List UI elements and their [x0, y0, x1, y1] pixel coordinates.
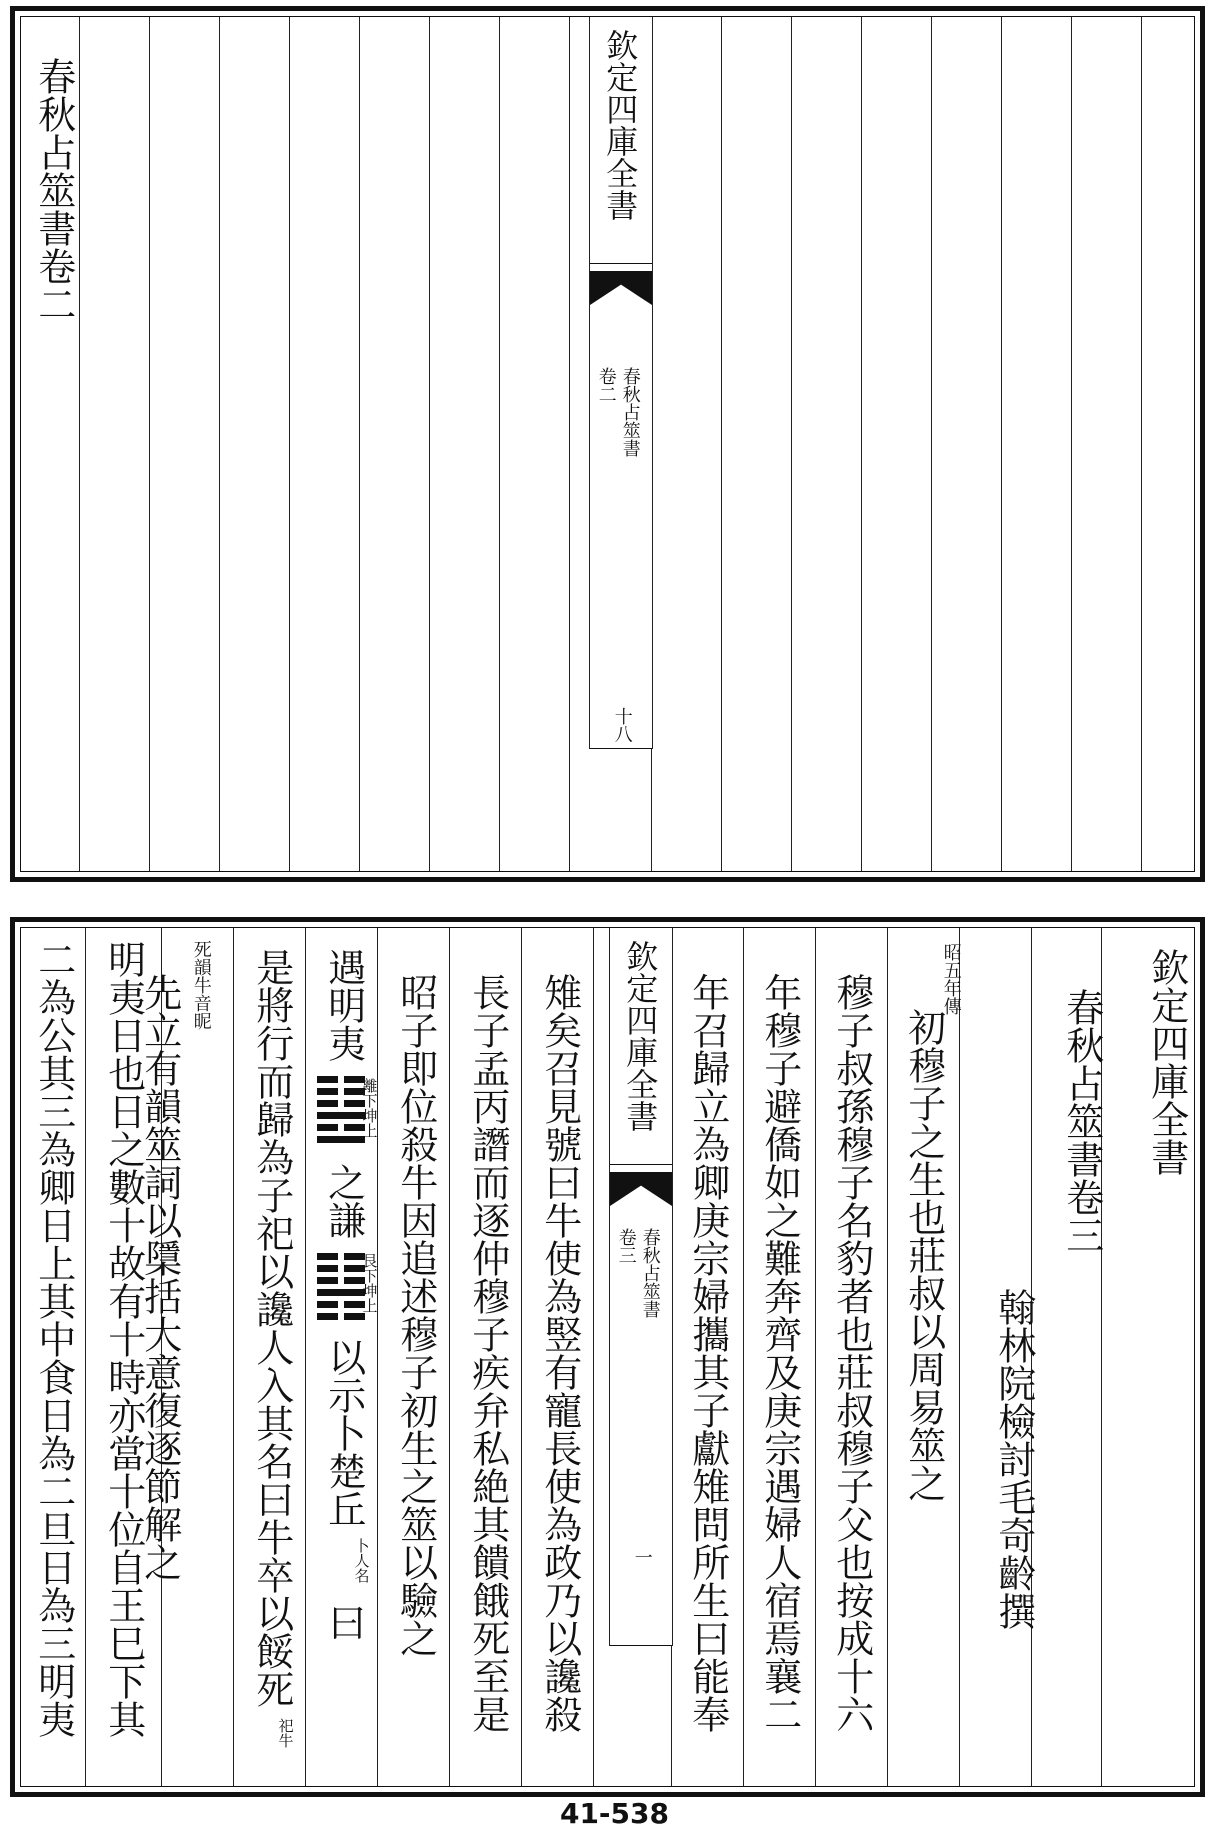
text-column: 長子孟丙譖而逐仲穆子疾弁私絶其饋餓死至是 [465, 973, 510, 1733]
inline-note: 祀牛 [276, 1718, 295, 1748]
text-column: 以示卜楚丘 [321, 1338, 366, 1528]
column-rule [569, 17, 570, 871]
column-rule [1141, 17, 1142, 871]
volume-title: 春秋占筮書卷三 [1059, 988, 1104, 1254]
column-rule [149, 17, 150, 871]
author-line: 翰林院檢討毛奇齡撰 [991, 1288, 1036, 1630]
collection-title: 欽定四庫全書 [601, 29, 640, 221]
top-page [10, 6, 1205, 882]
folio-number: 十八 [611, 707, 633, 743]
center-column [609, 928, 673, 1646]
collection-title: 欽定四庫全書 [621, 940, 660, 1132]
center-book-title: 春秋占筮書 [639, 1228, 661, 1318]
text-column: 明夷日也日之數十故有十時亦當十位自王巳下其 [101, 940, 146, 1738]
text-column: 初穆子之生也莊叔以周易筮之 [901, 1008, 946, 1502]
collection-title-main: 欽定四庫全書 [1144, 948, 1189, 1176]
center-book-title: 春秋占筮書 [619, 367, 641, 457]
center-volume: 卷二 [595, 367, 617, 403]
column-rule [1071, 17, 1072, 871]
bottom-page-frame [20, 927, 1195, 1787]
column-note: 死韻牛音昵 [190, 940, 212, 1030]
column-note: 昭五年傳 [940, 943, 962, 1015]
column-rule [359, 17, 360, 871]
text-column: 是將行而歸為子祀以讒人入其名曰牛卒以餒死 [249, 948, 294, 1708]
bottom-page [10, 917, 1205, 1797]
trigram-note: 離下坤上 [360, 1078, 379, 1138]
column-rule [791, 17, 792, 871]
column-rule [931, 17, 932, 871]
column-rule [289, 17, 290, 871]
qian-hexagram [317, 1253, 365, 1325]
text-column: 穆子叔孫穆子名豹者也莊叔穆子父也按成十六 [829, 973, 874, 1733]
text-column: 先立有韻筮詞以檃括大意復逐節解之 [137, 973, 182, 1581]
fishtail-mark [610, 1172, 672, 1206]
center-volume: 卷三 [615, 1228, 637, 1264]
text-column: 二為公其三為卿日上其中食日為二旦日為三明夷 [31, 940, 76, 1738]
page-number: 41-538 [559, 1797, 670, 1830]
text-column: 年穆子避僑如之難奔齊及庚宗遇婦人宿焉襄二 [757, 973, 802, 1733]
column-rule [219, 17, 220, 871]
text-column: 之謙 [321, 1163, 366, 1239]
text-column: 遇明夷 [321, 948, 366, 1062]
center-column [589, 17, 653, 749]
column-rule [721, 17, 722, 871]
fishtail-mark [590, 271, 652, 305]
text-column: 曰 [321, 1603, 366, 1641]
column-rule [499, 17, 500, 871]
column-rule [79, 17, 80, 871]
inline-note: 卜人名 [352, 1538, 371, 1583]
text-column: 雉矣召見號曰牛使為竪有寵長使為政乃以讒殺 [537, 973, 582, 1733]
top-page-frame [20, 16, 1195, 872]
text-column: 年召歸立為卿庚宗婦攜其子獻雉問所生曰能奉 [685, 973, 730, 1733]
column-rule [1001, 17, 1002, 871]
trigram-note: 艮下坤上 [360, 1253, 379, 1313]
column-rule [429, 17, 430, 871]
folio-number: 一 [631, 1548, 653, 1566]
column-rule [861, 17, 862, 871]
ming-yi-hexagram [317, 1076, 365, 1148]
volume-title: 春秋占筮書卷二 [31, 57, 76, 323]
text-column: 昭子即位殺牛因追述穆子初生之筮以驗之 [393, 973, 438, 1657]
